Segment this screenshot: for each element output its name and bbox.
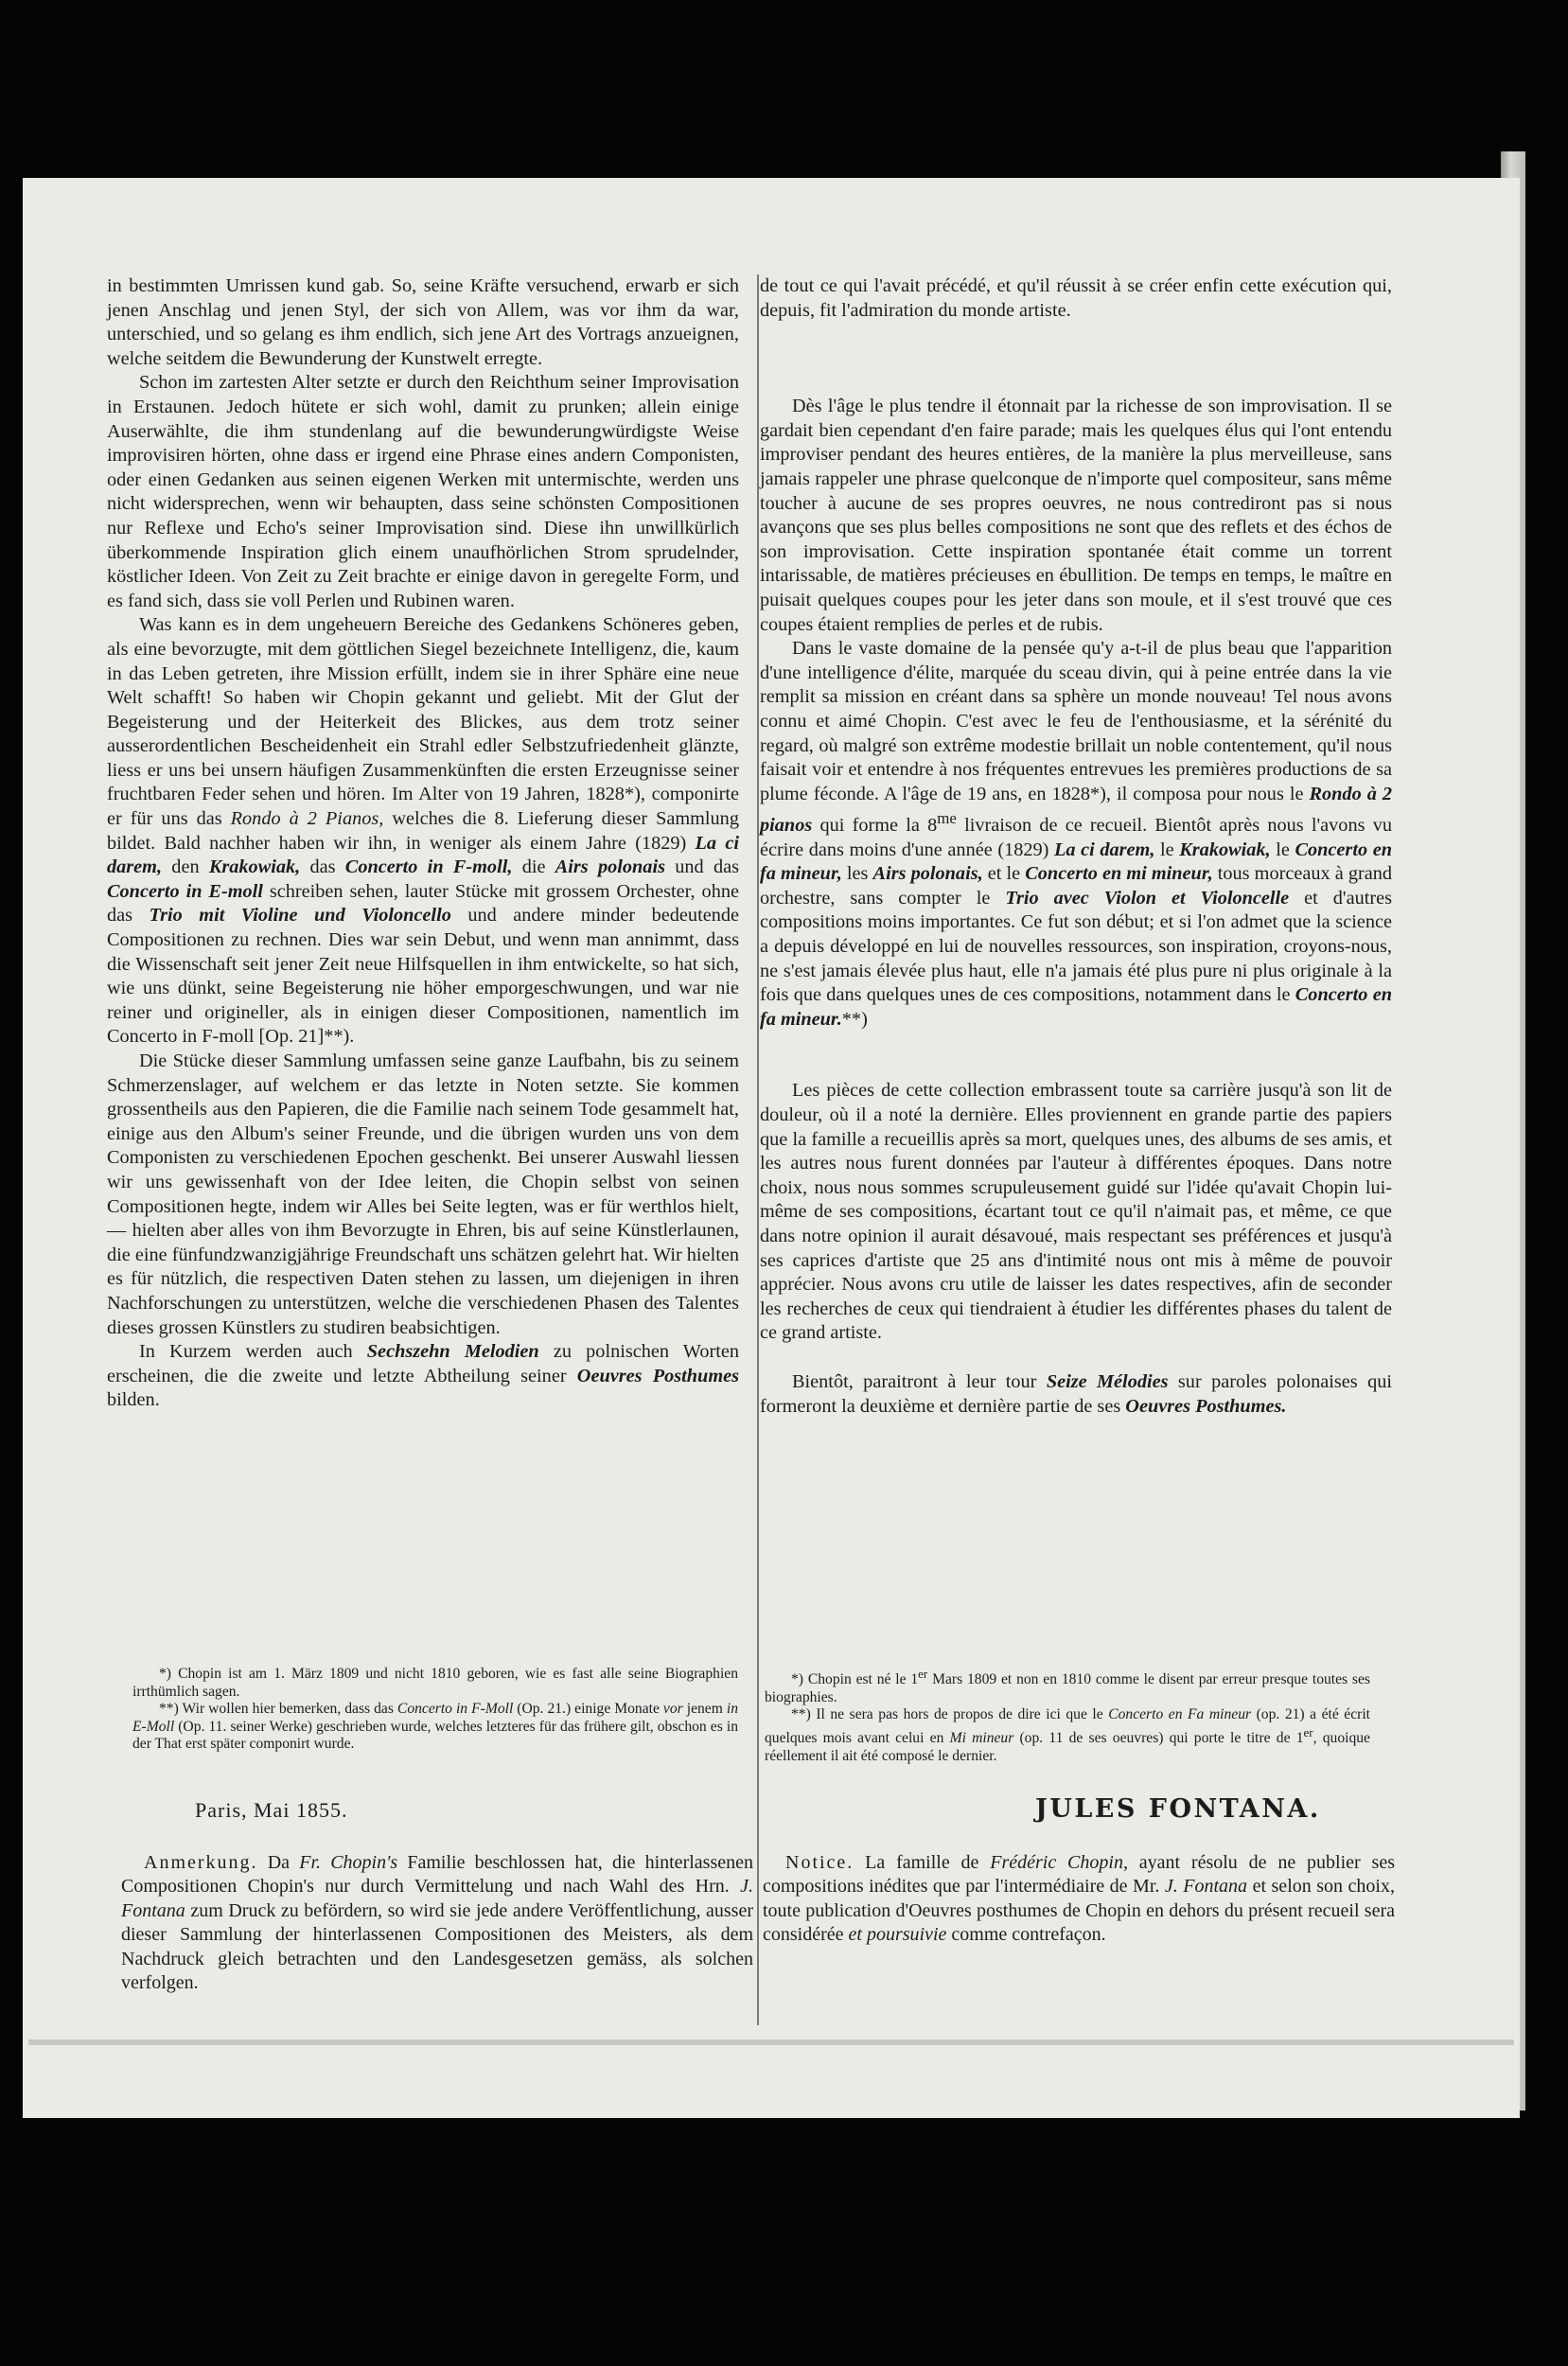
- page-fold: [28, 2039, 1514, 2045]
- german-paragraph-3: Was kann es in dem ungeheuern Bereiche des Gedankens Schöneres geben, als eine bevorzugte, mit dem göttlichen Siegel bezeichnete Intelligenz, die, kaum in das Leben getreten, ihre Mission erfüllt, indem sie in ihrer Sphäre eine neue Welt schafft! So haben wir Chopin gekannt und geliebt. Mit der Glut der Begeisterung und der Heiterkeit des Blickes, aus dem trotz seiner ausserordentlichen Bescheidenheit ein Strahl edler Selbstzufriedenheit glänzte, liess er uns bei unsern häufigen Zusammenkünften die ersten Erzeugnisse seiner fruchtbaren Feder sehen und hören. Im Alter von 19 Jahren, 1828*), componirte er für uns das Rondo à 2 Pianos, welches die 8. Lieferung dieser Sammlung bildet. Bald nachher haben wir ihn, in weniger als einem Jahre (1829) La ci darem, den Krakowiak, das Concerto in F-moll, die Airs polonais und das Concerto in E-moll schreiben sehen, lauter Stücke mit grossem Orchester, ohne das Trio mit Violine und Violoncello und andere minder bedeutende Compositionen zu rechnen. Dies war sein Debut, und wenn man annimmt, dass die Wissenschaft seit jener Zeit neue Hilfsquellen in ihm entwickelte, so hat sich, wie uns dünkt, seine Begeisterung nie höher emporgeschwungen, und war nie reiner und origineller, als in einigen dieser Compositionen, namentlich im Concerto in F-moll [Op. 21]**).: [107, 614, 739, 1048]
- german-paragraph-5: In Kurzem werden auch Sechszehn Melodien zu polnischen Worten erscheinen, die die zweite und letzte Abtheilung seiner Oeuvres Posthumes bilden.: [107, 1341, 740, 1411]
- german-paragraph-4: Die Stücke dieser Sammlung umfassen seine ganze Laufbahn, bis zu seinem Schmerzenslager, auf welchem er das letzte in Noten setzte. Sie kommen grossentheils aus den Papieren, die die Familie nach seinem Tode gesammelt hat, einige aus den Album's seiner Freunde, und die übrigen wurden uns von dem Componisten zu verschiedenen Epochen geschenkt. Bei unserer Auswahl liessen wir uns gewissenhaft von der Idee leiten, die Chopin selbst von seinen Compositionen hegte, indem wir Alles bei Seite legten, was er für werthlos hielt, — hielten aber alles von ihm Bevorzugte in Ehren, bis auf seine Künstlerlaunen, die eine fünfundzwanzigjährige Freundschaft uns schätzen gelehrt hat. Wir hielten es für nützlich, die respectiven Daten stehen zu lassen, um diejenigen in ihren Nachforschungen zu unterstützen, welche die verschiedenen Phasen des Talentes dieses grossen Künstlers zu studiren beabsichtigen.: [107, 1051, 739, 1338]
- french-notice: Notice. La famille de Frédéric Chopin, ayant résolu de ne publier ses compositions inédites que par l'intermédiaire de Mr. J. Fontana et selon son choix, toute publication d'Oeuvres posthumes de Chopin en dehors du présent recueil sera considérée et poursuivie comme contrefaçon.: [763, 1852, 1395, 1946]
- column-divider: [757, 274, 759, 2025]
- signature: JULES FONTANA.: [1035, 1794, 1321, 1824]
- french-paragraph-5: Bientôt, paraitront à leur tour Seize Mélodies sur paroles polonaises qui formeront la deuxième et dernière partie de ses Oeuvres Posthumes.: [760, 1370, 1392, 1417]
- german-paragraph-2: Schon im zartesten Alter setzte er durch den Reichthum seiner Improvisation in Erstaunen. Jedoch hütete er sich wohl, damit zu prunken; allein einige Auserwählte, die ihm stundenlang auf die bewunderungwürdigste Weise improvisiren hörten, ohne dass er irgend eine Phrase eines andern Componisten, oder einen Gedanken aus seinen eigenen Werken mit untermischte, werden uns nicht widersprechen, wenn wir behaupten, dass seine schönsten Compositionen nur Reflexe und Echo's seiner Improvisation sind. Diese ihn unwillkürlich überkommende Inspiration glich einem unaufhörlichen Strom sprudelnder, köstlicher Ideen. Von Zeit zu Zeit brachte er einige davon in geregelte Form, und es fand sich, dass sie voll Perlen und Rubinen waren.: [107, 372, 739, 611]
- german-footnote-1: *) Chopin ist am 1. März 1809 und nicht 1810 geboren, wie es fast alle seine Biographien irrthümlich sagen.: [132, 1666, 738, 1700]
- french-footnotes: [765, 1666, 1370, 1765]
- french-footnote-1: *) Chopin est né le 1er Mars 1809 et non en 1810 comme le disent par erreur presque toutes ses biographies.: [765, 1667, 1370, 1705]
- german-paragraph-1: in bestimmten Umrissen kund gab. So, seine Kräfte versuchend, erwarb er sich jenen Anschlag und jenen Styl, der sich von Allem, was vor ihm da war, unterschied, und so gelang es ihm endlich, sich jene Art des Vortrags anzueignen, welche seitdem die Bewunderung der Kunstwelt erregte.: [107, 275, 739, 369]
- french-paragraph-1: de tout ce qui l'avait précédé, et qu'il réussit à se créer enfin cette exécution qui, depuis, fit l'admiration du monde artiste.: [760, 275, 1392, 321]
- german-note: Anmerkung. Da Fr. Chopin's Familie beschlossen hat, die hinterlassenen Compositionen Chopin's nur durch Vermittelung und nach Wahl des Hrn. J. Fontana zum Druck zu befördern, so wird sie jede andere Veröffentlichung, ausser dieser Sammlung der hinterlassenen Compositionen des Meisters, als dem Nachdruck gleich betrachten und den Landesgesetzen gemäss, als solchen verfolgen.: [121, 1852, 753, 1994]
- french-paragraph-3: Dans le vaste domaine de la pensée qu'y a-t-il de plus beau que l'apparition d'une intelligence d'élite, marquée du sceau divin, qui à peine entrée dans la vie remplit sa mission en créant dans sa sphère un monde nouveau! Tel nous avons connu et aimé Chopin. C'est avec le feu de l'enthousiasme, et la sérénité du regard, où malgré son extrême modestie brillait un noble contentement, qu'il nous faisait voir et entendre à nos fréquentes entrevues les premières productions de sa plume féconde. A l'âge de 19 ans, en 1828*), il composa pour nous le Rondo à 2 pianos qui forme la $8^{me}$ livraison de ce recueil. Bientôt après nous l'avons vu écrire dans moins d'une année (1829) La ci darem, le Krakowiak, le Concerto en fa mineur, les Airs polonais, et le Concerto en mi mineur, tous morceaux à grand orchestre, sans compter le Trio avec Violon et Violoncelle et d'autres compositions moins importantes. Ce fut son début; et si l'on admet que la science a depuis développé en lui de nouvelles ressources, son inspiration, croyons-nous, ne s'est jamais élevée plus haut, elle n'a jamais été plus pure ni plus originale à la fois que dans quelques unes de ces compositions, notamment dans le Concerto en fa mineur.**): [760, 638, 1393, 1030]
- german-footnotes: [132, 1666, 738, 1754]
- german-column: [107, 274, 739, 1413]
- place-date: Paris, Mai 1855.: [195, 1798, 348, 1822]
- french-column: [760, 274, 1392, 1419]
- french-paragraph-2: Dès l'âge le plus tendre il étonnait par la richesse de son improvisation. Il se gardait bien cependant d'en faire parade; mais les quelques élus qui l'ont entendu improviser pendant des heures entières, de la manière la plus merveilleuse, sans jamais rappeler une phrase quelconque de n'importe quel compositeur, sans même toucher à aucune de ses propres oeuvres, ne nous contrediront pas si nous avançons que ses plus belles compositions ne sont que des reflets et des échos de son improvisation. Cette inspiration spontanée était comme un torrent intarissable, de matières précieuses en ébullition. De temps en temps, le maître en puisait quelques coupes pour les jeter dans son moule, et il s'est trouvé que ces coupes étaient remplies de perles et de rubis.: [760, 396, 1392, 635]
- french-footnote-2: **) Il ne sera pas hors de propos de dire ici que le Concerto en Fa mineur (op. 21) a été écrit quelques mois avant celui en Mi mineur (op. 11 de ses oeuvres) qui porte le titre de 1er, quoique réellement il ait été composé le dernier.: [765, 1706, 1370, 1764]
- french-paragraph-4: Les pièces de cette collection embrassent toute sa carrière jusqu'à son lit de douleur, où il a noté la dernière. Elles proviennent en grande partie des papiers que la famille a recueillis après sa mort, quelques unes, des albums de ses amis, et les autres nous furent données par l'auteur à différentes époques. Dans notre choix, nous nous sommes scrupuleusement guidé sur l'idée qu'avait Chopin lui-même de ses compositions, écartant tout ce qu'il n'aimait pas, et même, ce que dans notre opinion il aurait désavoué, mais respectant ses préférences et jusqu'à ses caprices d'artiste que 25 ans d'intimité nous ont mis à même de pouvoir apprécier. Nous avons cru utile de laisser les dates respectives, afin de seconder les recherches de ceux qui tiendraient à étudier les différentes phases du talent de ce grand artiste.: [760, 1080, 1392, 1344]
- german-footnote-2: **) Wir wollen hier bemerken, dass das Concerto in F-Moll (Op. 21.) einige Monate vor jenem in E-Moll (Op. 11. seiner Werke) geschrieben wurde, welches letzteres für das frühere gilt, obschon es in der That erst später componirt wurde.: [132, 1701, 738, 1753]
